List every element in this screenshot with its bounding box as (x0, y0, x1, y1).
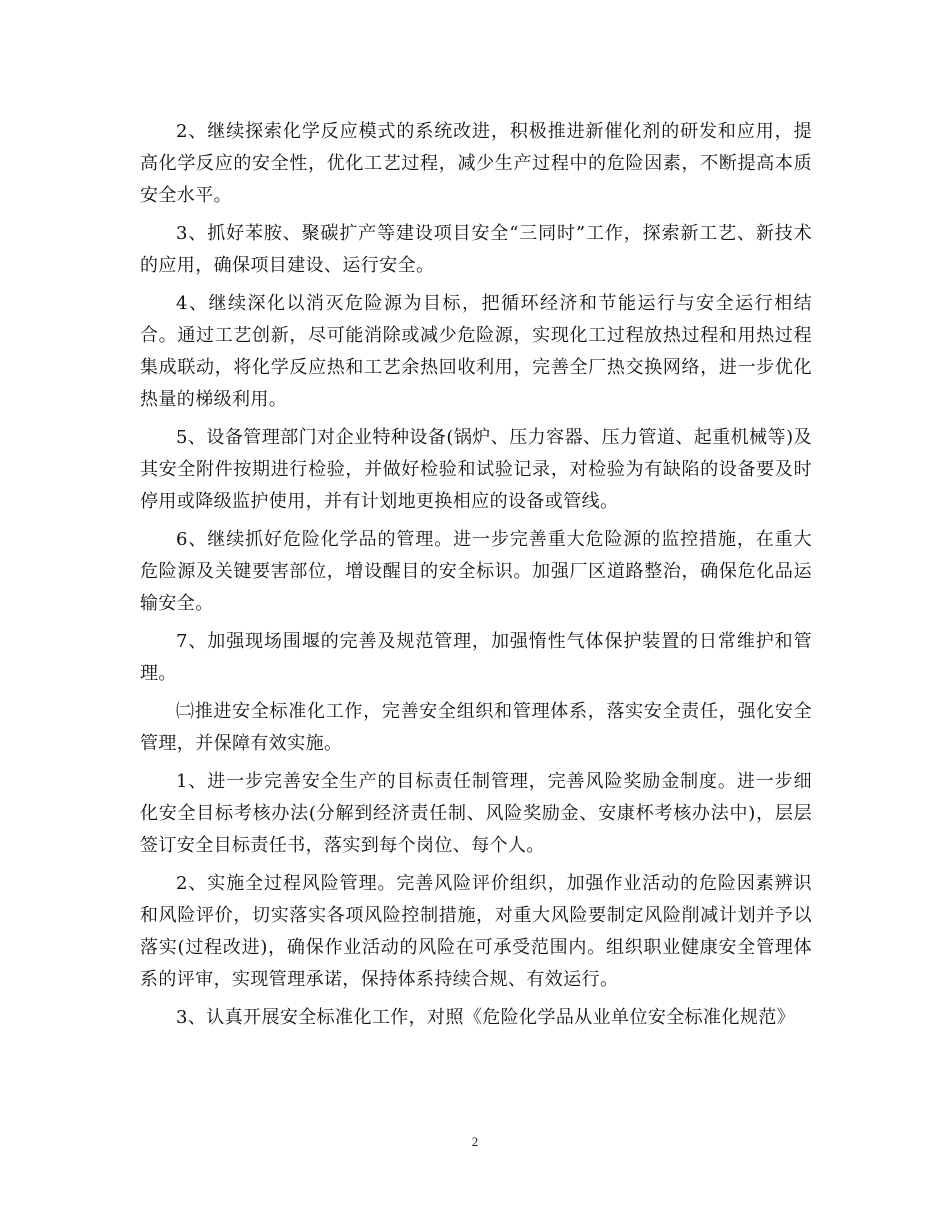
paragraph-subitem-1: 1、进一步完善安全生产的目标责任制管理，完善风险奖励金制度。进一步细化安全目标考核办法(分解到经济责任制、风险奖励金、安康杯考核办法中)，层层签订安全目标责任书，落实到每个岗位、每个人。 (140, 771, 812, 856)
page-number: 2 (471, 1134, 479, 1149)
paragraph-item-6: 6、继续抓好危险化学品的管理。进一步完善重大危险源的监控措施，在重大危险源及关键要害部位，增设醒目的安全标识。加强厂区道路整治，确保危化品运输安全。 (140, 529, 812, 614)
paragraph-subitem-3: 3、认真开展安全标准化工作，对照《危险化学品从业单位安全标准化规范》 (176, 1007, 796, 1028)
document-body (140, 116, 812, 1040)
paragraph-item-5: 5、设备管理部门对企业特种设备(锅炉、压力容器、压力管道、起重机械等)及其安全附件按期进行检验，并做好检验和试验记录，对检验为有缺陷的设备要及时停用或降级监护使用，并有计划地更换相应的设备或管线。 (140, 427, 812, 512)
paragraph-item-4: 4、继续深化以消灭危险源为目标，把循环经济和节能运行与安全运行相结合。通过工艺创新，尽可能消除或减少危险源，实现化工过程放热过程和用热过程集成联动，将化学反应热和工艺余热回收利用，完善全厂热交换网络，进一步优化热量的梯级利用。 (140, 293, 812, 410)
paragraph-subitem-2: 2、实施全过程风险管理。完善风险评价组织，加强作业活动的危险因素辨识和风险评价，切实落实各项风险控制措施，对重大风险要制定风险削减计划并予以落实(过程改进)，确保作业活动的风险在可承受范围内。组织职业健康安全管理体系的评审，实现管理承诺，保持体系持续合规、有效运行。 (140, 873, 812, 990)
paragraph-item-2: 2、继续探索化学反应模式的系统改进，积极推进新催化剂的研发和应用，提高化学反应的安全性，优化工艺过程，减少生产过程中的危险因素，不断提高本质安全水平。 (140, 121, 812, 206)
paragraph-item-3: 3、抓好苯胺、聚碳扩产等建设项目安全“三同时”工作，探索新工艺、新技术的应用，确保项目建设、运行安全。 (140, 223, 812, 276)
section-heading-2: ㈡推进安全标准化工作，完善安全组织和管理体系，落实安全责任，强化安全管理，并保障有效实施。 (140, 701, 812, 754)
paragraph-item-7: 7、加强现场围堰的完善及规范管理，加强惰性气体保护装置的日常维护和管理。 (140, 631, 812, 684)
